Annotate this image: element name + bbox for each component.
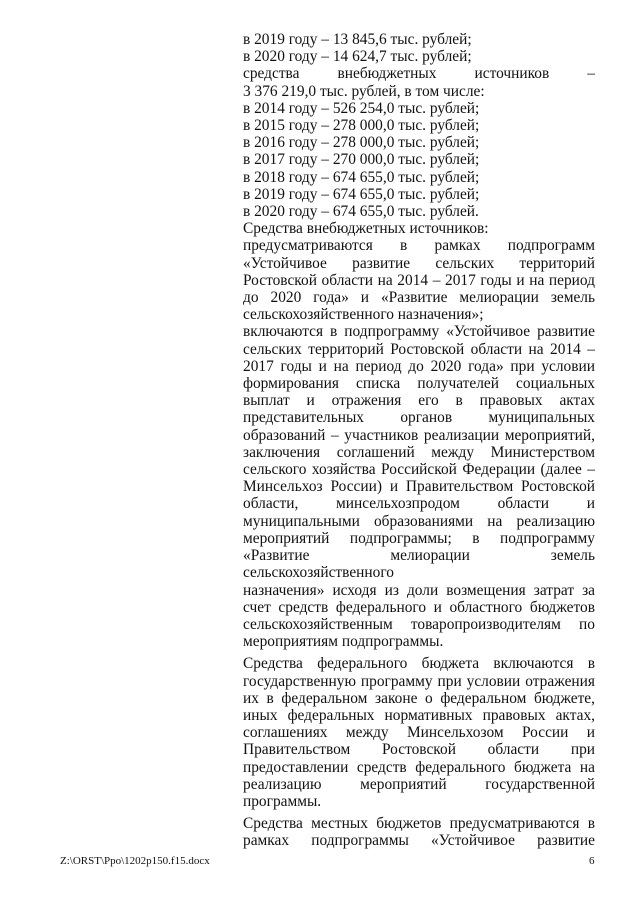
text-line: государственную программу при условии отражения <box>243 672 595 690</box>
footer-file-path: Z:\ORST\Ppo\1202p150.f15.docx <box>60 855 210 867</box>
text-line: сельскохозяйственным товаропроизводителям по <box>243 615 595 633</box>
text-line: Ростовской области на 2014 – 2017 годы и на период <box>243 271 595 289</box>
text-line: 2017 годы и на период до 2020 года» при условии <box>243 357 595 375</box>
text-line: сельскохозяйственного назначения»; <box>243 306 484 324</box>
text-line: включаются в подпрограмму «Устойчивое развитие <box>243 323 595 341</box>
text-line: образований – участников реализации мероприятий, <box>243 426 595 444</box>
text-line: иных федеральных нормативных правовых актах, <box>243 706 595 724</box>
text-line: предоставлении средств федерального бюджета на <box>243 758 595 776</box>
text-line: 3 376 219,0 тыс. рублей, в том числе: <box>243 82 485 100</box>
text-line: сельских территорий Ростовской области на 2014 – <box>243 340 595 358</box>
text-line: до 2020 года» и «Развитие мелиорации земель <box>243 289 595 307</box>
text-line: в 2020 году – 674 655,0 тыс. рублей. <box>243 203 479 221</box>
text-line: соглашениях между Минсельхозом России и <box>243 724 595 742</box>
text-line: Средства местных бюджетов предусматриваются в <box>243 815 595 833</box>
text-line: мероприятиям подпрограммы. <box>243 633 444 651</box>
text-line: счет средств федерального и областного бюджетов <box>243 598 595 616</box>
text-line: предусматриваются в рамках подпрограмм <box>243 237 595 255</box>
page-number: 6 <box>589 855 595 867</box>
text-line: в 2019 году – 13 845,6 тыс. рублей; <box>243 31 472 48</box>
text-line: формирования списка получателей социальных <box>243 375 595 393</box>
text-line: программы. <box>243 792 322 810</box>
text-line: в 2020 году – 14 624,7 тыс. рублей; <box>243 48 472 66</box>
text-line: в 2017 году – 270 000,0 тыс. рублей; <box>243 151 480 169</box>
text-line: заключения соглашений между Министерством <box>243 443 595 461</box>
text-line: назначения» исходя из доли возмещения затрат за <box>243 581 595 599</box>
text-line: средства внебюджетных источников – <box>243 65 595 83</box>
text-line: Правительством Ростовской области при <box>243 741 595 759</box>
text-line: сельского хозяйства Российской Федерации (далее – <box>243 461 595 479</box>
text-line: выплат и отражения его в правовых актах <box>243 392 595 410</box>
text-line: «Развитие мелиорации земель сельскохозяйственного <box>243 547 595 582</box>
text-line: в 2016 году – 278 000,0 тыс. рублей; <box>243 134 480 152</box>
text-line: области, минсельхозпродом области и <box>243 495 595 513</box>
text-line: рамках подпрограммы «Устойчивое развитие <box>243 832 595 850</box>
text-line: Минсельхоз России) и Правительством Ростовской <box>243 478 595 496</box>
document-body <box>243 31 595 850</box>
text-line: реализацию мероприятий государственной <box>243 775 595 793</box>
text-line: Средства внебюджетных источников: <box>243 220 489 238</box>
text-line: в 2018 году – 674 655,0 тыс. рублей; <box>243 168 480 186</box>
text-line: «Устойчивое развитие сельских территорий <box>243 254 595 272</box>
text-line: Средства федерального бюджета включаются в <box>243 655 595 673</box>
text-line: в 2015 году – 278 000,0 тыс. рублей; <box>243 117 480 135</box>
text-line: их в федеральном законе о федеральном бюджете, <box>243 689 595 707</box>
text-line: мероприятий подпрограммы; в подпрограмму <box>243 529 595 547</box>
text-line: в 2014 году – 526 254,0 тыс. рублей; <box>243 99 480 117</box>
text-line: муниципальными образованиями на реализацию <box>243 512 595 530</box>
text-line: в 2019 году – 674 655,0 тыс. рублей; <box>243 185 480 203</box>
text-line: представительных органов муниципальных <box>243 409 595 427</box>
